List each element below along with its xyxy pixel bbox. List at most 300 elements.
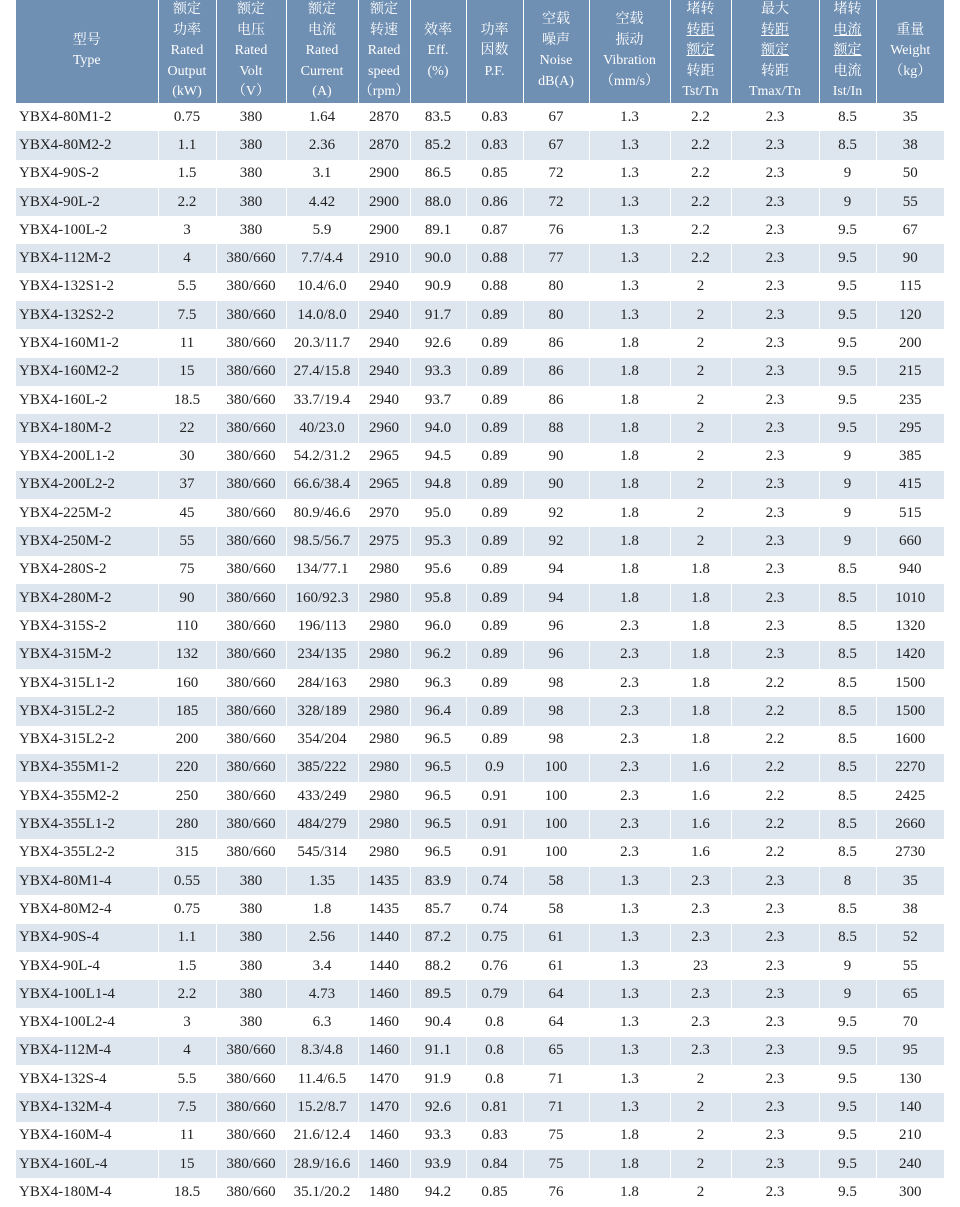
cell-volt: 380/660 (216, 386, 286, 414)
cell-type: YBX4-250M-2 (16, 527, 158, 555)
cell-vibration: 2.3 (589, 697, 670, 725)
cell-noise: 88 (523, 414, 589, 442)
cell-eff: 94.5 (410, 443, 466, 471)
cell-current: 21.6/12.4 (286, 1122, 358, 1150)
cell-ist: 9.5 (819, 1008, 876, 1036)
header-ist-line: 电流 (833, 63, 862, 79)
cell-noise: 80 (523, 301, 589, 329)
cell-weight: 385 (876, 443, 944, 471)
cell-volt: 380/660 (216, 527, 286, 555)
cell-type: YBX4-315L1-2 (16, 669, 158, 697)
cell-ist: 8.5 (819, 641, 876, 669)
cell-tst: 2.2 (670, 188, 731, 216)
cell-ist: 9 (819, 443, 876, 471)
cell-tmax: 2.3 (731, 301, 819, 329)
cell-volt: 380/660 (216, 471, 286, 499)
cell-tmax: 2.3 (731, 244, 819, 272)
cell-vibration: 2.3 (589, 612, 670, 640)
table-row (16, 131, 944, 159)
cell-eff: 90.0 (410, 244, 466, 272)
table-row (16, 697, 944, 725)
cell-output: 200 (158, 726, 216, 754)
cell-output: 132 (158, 641, 216, 669)
cell-output: 7.5 (158, 1093, 216, 1121)
cell-tst: 1.8 (670, 669, 731, 697)
table-row (16, 895, 944, 923)
table-row (16, 810, 944, 838)
cell-speed: 2980 (358, 669, 410, 697)
header-tmax-line: 最大 (761, 2, 789, 17)
cell-weight: 95 (876, 1037, 944, 1065)
table-row (16, 273, 944, 301)
cell-vibration: 2.3 (589, 839, 670, 867)
cell-tst: 2.2 (670, 160, 731, 188)
cell-weight: 210 (876, 1122, 944, 1150)
cell-volt: 380 (216, 1008, 286, 1036)
table-row (16, 358, 944, 386)
table-row (16, 329, 944, 357)
cell-ist: 9 (819, 471, 876, 499)
cell-vibration: 1.8 (589, 358, 670, 386)
cell-eff: 90.9 (410, 273, 466, 301)
cell-current: 160/92.3 (286, 584, 358, 612)
cell-noise: 96 (523, 612, 589, 640)
header-vibration-line: Vibration (603, 53, 656, 69)
cell-current: 1.35 (286, 867, 358, 895)
cell-type: YBX4-180M-2 (16, 414, 158, 442)
cell-pf: 0.9 (466, 754, 523, 782)
table-row (16, 160, 944, 188)
cell-weight: 115 (876, 273, 944, 301)
cell-type: YBX4-315L2-2 (16, 697, 158, 725)
header-ist-line: 堵转 (833, 2, 862, 17)
header-noise-line: dB(A) (538, 74, 574, 90)
cell-noise: 75 (523, 1122, 589, 1150)
cell-vibration: 2.3 (589, 669, 670, 697)
cell-pf: 0.89 (466, 641, 523, 669)
spec-table-container (16, 0, 944, 1207)
cell-pf: 0.83 (466, 1122, 523, 1150)
cell-speed: 2965 (358, 443, 410, 471)
cell-output: 0.55 (158, 867, 216, 895)
cell-noise: 72 (523, 188, 589, 216)
cell-ist: 8.5 (819, 584, 876, 612)
cell-pf: 0.85 (466, 1178, 523, 1206)
cell-eff: 90.4 (410, 1008, 466, 1036)
cell-type: YBX4-160M2-2 (16, 358, 158, 386)
cell-weight: 90 (876, 244, 944, 272)
cell-ist: 9.5 (819, 244, 876, 272)
cell-output: 30 (158, 443, 216, 471)
cell-ist: 8.5 (819, 810, 876, 838)
header-type-line: Type (72, 53, 101, 69)
cell-type: YBX4-132S-4 (16, 1065, 158, 1093)
cell-vibration: 1.8 (589, 527, 670, 555)
header-weight-line: 重量 (896, 22, 925, 38)
cell-tmax: 2.3 (731, 216, 819, 244)
header-speed-line: （rpm） (358, 84, 410, 100)
cell-weight: 50 (876, 160, 944, 188)
cell-type: YBX4-315S-2 (16, 612, 158, 640)
cell-eff: 93.3 (410, 358, 466, 386)
cell-speed: 2870 (358, 103, 410, 131)
cell-pf: 0.83 (466, 131, 523, 159)
cell-speed: 2910 (358, 244, 410, 272)
cell-tst: 2 (670, 1065, 731, 1093)
cell-noise: 71 (523, 1065, 589, 1093)
cell-tst: 2 (670, 301, 731, 329)
cell-current: 196/113 (286, 612, 358, 640)
cell-noise: 98 (523, 726, 589, 754)
table-row (16, 244, 944, 272)
cell-weight: 120 (876, 301, 944, 329)
cell-output: 90 (158, 584, 216, 612)
cell-noise: 92 (523, 499, 589, 527)
cell-noise: 100 (523, 754, 589, 782)
table-row (16, 1150, 944, 1178)
cell-speed: 1460 (358, 1008, 410, 1036)
table-row (16, 443, 944, 471)
cell-noise: 94 (523, 584, 589, 612)
cell-output: 220 (158, 754, 216, 782)
cell-vibration: 1.8 (589, 414, 670, 442)
cell-type: YBX4-355M1-2 (16, 754, 158, 782)
cell-speed: 2870 (358, 131, 410, 159)
cell-tmax: 2.3 (731, 584, 819, 612)
cell-tmax: 2.2 (731, 782, 819, 810)
cell-volt: 380/660 (216, 612, 286, 640)
cell-vibration: 1.8 (589, 471, 670, 499)
cell-eff: 85.7 (410, 895, 466, 923)
cell-speed: 2900 (358, 216, 410, 244)
header-speed-line: 额定 (370, 2, 398, 17)
cell-volt: 380 (216, 216, 286, 244)
cell-speed: 2980 (358, 641, 410, 669)
cell-volt: 380/660 (216, 669, 286, 697)
cell-tst: 1.6 (670, 782, 731, 810)
cell-current: 14.0/8.0 (286, 301, 358, 329)
header-weight-line: （kg） (889, 63, 932, 79)
table-row (16, 641, 944, 669)
cell-vibration: 2.3 (589, 641, 670, 669)
table-row (16, 924, 944, 952)
cell-vibration: 1.3 (589, 924, 670, 952)
cell-output: 1.1 (158, 131, 216, 159)
cell-tst: 2 (670, 527, 731, 555)
cell-weight: 130 (876, 1065, 944, 1093)
cell-volt: 380/660 (216, 1093, 286, 1121)
cell-speed: 2940 (358, 358, 410, 386)
cell-speed: 2900 (358, 188, 410, 216)
cell-type: YBX4-280S-2 (16, 556, 158, 584)
header-pf-line: 功率 (480, 22, 509, 38)
cell-weight: 1420 (876, 641, 944, 669)
cell-noise: 77 (523, 244, 589, 272)
cell-weight: 2660 (876, 810, 944, 838)
cell-noise: 92 (523, 527, 589, 555)
cell-pf: 0.89 (466, 726, 523, 754)
cell-weight: 140 (876, 1093, 944, 1121)
cell-tst: 2 (670, 1122, 731, 1150)
header-tmax-line: 转距 (761, 22, 789, 38)
cell-current: 7.7/4.4 (286, 244, 358, 272)
cell-type: YBX4-200L1-2 (16, 443, 158, 471)
table-row (16, 556, 944, 584)
header-volt (216, 0, 286, 103)
cell-tmax: 2.3 (731, 641, 819, 669)
cell-output: 15 (158, 1150, 216, 1178)
cell-current: 433/249 (286, 782, 358, 810)
cell-pf: 0.89 (466, 471, 523, 499)
cell-ist: 8.5 (819, 669, 876, 697)
cell-output: 18.5 (158, 386, 216, 414)
cell-eff: 89.5 (410, 980, 466, 1008)
cell-pf: 0.89 (466, 499, 523, 527)
header-ist-line: 额定 (833, 43, 862, 59)
cell-type: YBX4-132S1-2 (16, 273, 158, 301)
cell-weight: 1500 (876, 669, 944, 697)
cell-current: 8.3/4.8 (286, 1037, 358, 1065)
cell-ist: 9.5 (819, 1065, 876, 1093)
cell-vibration: 1.3 (589, 1037, 670, 1065)
cell-noise: 86 (523, 329, 589, 357)
header-eff-line: Eff. (427, 43, 449, 59)
cell-output: 3 (158, 1008, 216, 1036)
cell-tst: 2.3 (670, 980, 731, 1008)
cell-current: 2.36 (286, 131, 358, 159)
cell-vibration: 1.3 (589, 244, 670, 272)
cell-volt: 380 (216, 103, 286, 131)
cell-pf: 0.75 (466, 924, 523, 952)
cell-current: 80.9/46.6 (286, 499, 358, 527)
cell-current: 3.1 (286, 160, 358, 188)
cell-current: 4.42 (286, 188, 358, 216)
cell-speed: 1440 (358, 952, 410, 980)
header-noise (523, 0, 589, 103)
cell-current: 54.2/31.2 (286, 443, 358, 471)
cell-tmax: 2.3 (731, 867, 819, 895)
table-row (16, 1037, 944, 1065)
cell-ist: 8.5 (819, 697, 876, 725)
cell-pf: 0.76 (466, 952, 523, 980)
cell-current: 98.5/56.7 (286, 527, 358, 555)
cell-type: YBX4-355L1-2 (16, 810, 158, 838)
cell-speed: 1460 (358, 980, 410, 1008)
cell-tmax: 2.2 (731, 726, 819, 754)
cell-tst: 2 (670, 471, 731, 499)
cell-weight: 415 (876, 471, 944, 499)
cell-speed: 1470 (358, 1093, 410, 1121)
cell-current: 4.73 (286, 980, 358, 1008)
cell-noise: 75 (523, 1150, 589, 1178)
table-row (16, 188, 944, 216)
cell-pf: 0.91 (466, 782, 523, 810)
cell-speed: 2940 (358, 329, 410, 357)
cell-vibration: 1.3 (589, 103, 670, 131)
motor-spec-table (16, 0, 944, 1207)
cell-pf: 0.89 (466, 358, 523, 386)
cell-tmax: 2.3 (731, 527, 819, 555)
cell-noise: 100 (523, 810, 589, 838)
cell-vibration: 1.3 (589, 1065, 670, 1093)
table-row (16, 839, 944, 867)
table-row (16, 386, 944, 414)
table-row (16, 726, 944, 754)
header-row (16, 0, 944, 103)
cell-tst: 1.6 (670, 754, 731, 782)
header-tmax (731, 0, 819, 103)
cell-speed: 1440 (358, 924, 410, 952)
cell-noise: 72 (523, 160, 589, 188)
cell-type: YBX4-100L1-4 (16, 980, 158, 1008)
header-current-line: (A) (312, 84, 332, 100)
cell-current: 66.6/38.4 (286, 471, 358, 499)
cell-ist: 9.5 (819, 1122, 876, 1150)
cell-speed: 1460 (358, 1150, 410, 1178)
cell-output: 3 (158, 216, 216, 244)
cell-tst: 2.2 (670, 216, 731, 244)
cell-pf: 0.89 (466, 386, 523, 414)
cell-speed: 2980 (358, 584, 410, 612)
cell-vibration: 1.8 (589, 584, 670, 612)
header-noise-line: 空载 (542, 12, 570, 28)
cell-weight: 2730 (876, 839, 944, 867)
cell-eff: 96.5 (410, 754, 466, 782)
table-row (16, 669, 944, 697)
cell-tst: 2 (670, 443, 731, 471)
cell-eff: 93.7 (410, 386, 466, 414)
cell-volt: 380/660 (216, 329, 286, 357)
cell-volt: 380/660 (216, 1037, 286, 1065)
cell-speed: 2940 (358, 301, 410, 329)
cell-pf: 0.74 (466, 867, 523, 895)
cell-eff: 94.8 (410, 471, 466, 499)
cell-tst: 1.8 (670, 641, 731, 669)
cell-ist: 8.5 (819, 895, 876, 923)
cell-ist: 9.5 (819, 358, 876, 386)
header-speed-line: Rated (367, 43, 401, 59)
cell-volt: 380/660 (216, 414, 286, 442)
cell-eff: 96.5 (410, 726, 466, 754)
cell-type: YBX4-100L2-4 (16, 1008, 158, 1036)
cell-tmax: 2.3 (731, 612, 819, 640)
cell-noise: 64 (523, 980, 589, 1008)
cell-output: 4 (158, 244, 216, 272)
cell-type: YBX4-90L-2 (16, 188, 158, 216)
cell-tst: 2.2 (670, 103, 731, 131)
cell-tst: 2 (670, 499, 731, 527)
cell-tmax: 2.3 (731, 386, 819, 414)
cell-volt: 380 (216, 188, 286, 216)
cell-type: YBX4-355M2-2 (16, 782, 158, 810)
cell-weight: 300 (876, 1178, 944, 1206)
cell-speed: 2940 (358, 273, 410, 301)
cell-pf: 0.81 (466, 1093, 523, 1121)
cell-tmax: 2.3 (731, 1122, 819, 1150)
table-row (16, 952, 944, 980)
cell-tst: 1.6 (670, 839, 731, 867)
cell-noise: 100 (523, 782, 589, 810)
cell-volt: 380/660 (216, 697, 286, 725)
cell-type: YBX4-225M-2 (16, 499, 158, 527)
cell-current: 3.4 (286, 952, 358, 980)
cell-output: 1.5 (158, 160, 216, 188)
cell-output: 110 (158, 612, 216, 640)
cell-vibration: 1.8 (589, 556, 670, 584)
cell-weight: 1010 (876, 584, 944, 612)
cell-volt: 380/660 (216, 839, 286, 867)
cell-tmax: 2.3 (731, 443, 819, 471)
cell-ist: 9 (819, 160, 876, 188)
cell-pf: 0.87 (466, 216, 523, 244)
header-output-line: Output (167, 63, 207, 79)
cell-ist: 9.5 (819, 1093, 876, 1121)
cell-tst: 2 (670, 329, 731, 357)
cell-type: YBX4-90S-4 (16, 924, 158, 952)
header-tst-line: 额定 (686, 43, 715, 59)
cell-tmax: 2.3 (731, 471, 819, 499)
cell-type: YBX4-160L-2 (16, 386, 158, 414)
cell-volt: 380/660 (216, 358, 286, 386)
cell-eff: 89.1 (410, 216, 466, 244)
header-tmax-line: Tmax/Tn (748, 84, 802, 100)
cell-speed: 1480 (358, 1178, 410, 1206)
cell-vibration: 2.3 (589, 754, 670, 782)
cell-vibration: 1.3 (589, 867, 670, 895)
cell-type: YBX4-100L-2 (16, 216, 158, 244)
cell-volt: 380 (216, 131, 286, 159)
cell-volt: 380/660 (216, 556, 286, 584)
cell-speed: 2970 (358, 499, 410, 527)
header-tmax-line: 转距 (761, 63, 789, 79)
cell-tmax: 2.3 (731, 188, 819, 216)
cell-current: 385/222 (286, 754, 358, 782)
header-current-line: Rated (305, 43, 339, 59)
cell-vibration: 1.8 (589, 1122, 670, 1150)
cell-eff: 96.5 (410, 782, 466, 810)
table-row (16, 216, 944, 244)
cell-speed: 2900 (358, 160, 410, 188)
cell-output: 160 (158, 669, 216, 697)
cell-pf: 0.88 (466, 244, 523, 272)
header-tst-line: 堵转 (686, 2, 715, 17)
header-speed-line: 转速 (370, 22, 398, 38)
cell-weight: 38 (876, 895, 944, 923)
cell-current: 28.9/16.6 (286, 1150, 358, 1178)
cell-tst: 2.3 (670, 1008, 731, 1036)
header-output-line: (kW) (172, 84, 202, 100)
cell-current: 6.3 (286, 1008, 358, 1036)
table-header (16, 0, 944, 103)
cell-weight: 940 (876, 556, 944, 584)
cell-noise: 58 (523, 895, 589, 923)
cell-tmax: 2.3 (731, 414, 819, 442)
cell-output: 45 (158, 499, 216, 527)
cell-tmax: 2.3 (731, 895, 819, 923)
cell-speed: 1435 (358, 867, 410, 895)
cell-eff: 92.6 (410, 1093, 466, 1121)
header-pf-line: P.F. (484, 63, 505, 79)
cell-tmax: 2.3 (731, 924, 819, 952)
cell-pf: 0.83 (466, 103, 523, 131)
cell-volt: 380 (216, 895, 286, 923)
table-row (16, 527, 944, 555)
cell-eff: 95.0 (410, 499, 466, 527)
cell-output: 7.5 (158, 301, 216, 329)
cell-current: 234/135 (286, 641, 358, 669)
cell-current: 545/314 (286, 839, 358, 867)
cell-pf: 0.89 (466, 301, 523, 329)
